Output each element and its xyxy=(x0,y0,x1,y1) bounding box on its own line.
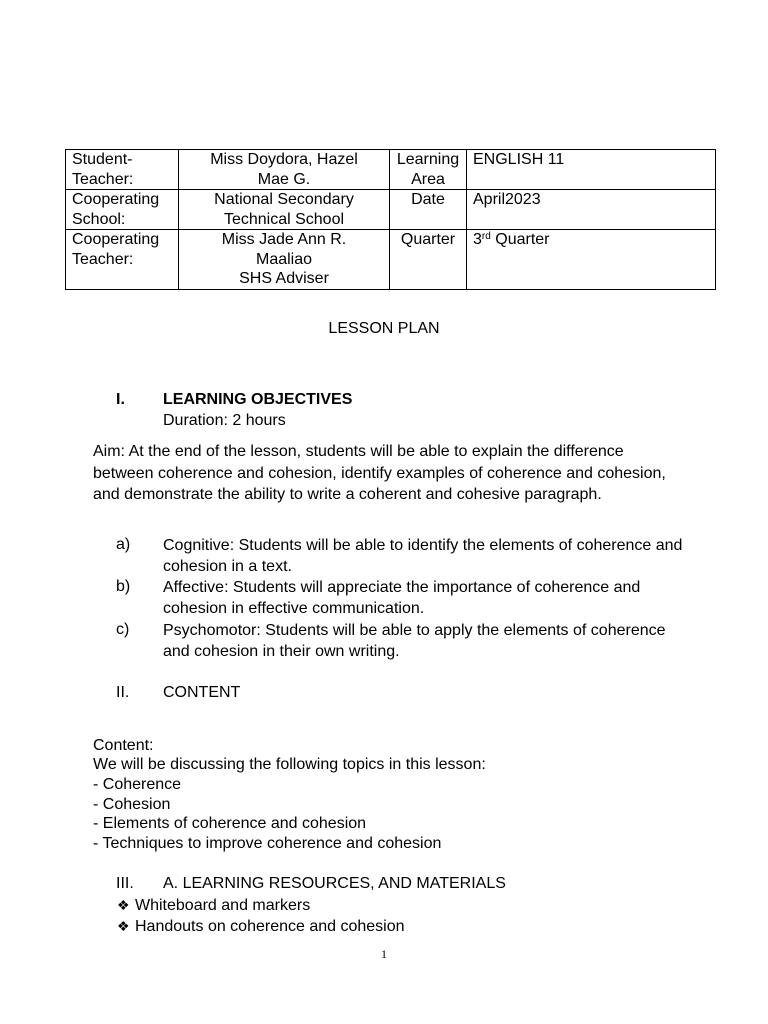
quarter-label: Quarter xyxy=(390,230,467,290)
table-row xyxy=(66,150,716,190)
list-item: ❖ Handouts on coherence and cohesion xyxy=(117,918,405,935)
diamond-bullet-icon: ❖ xyxy=(117,918,130,934)
lesson-info-table xyxy=(65,149,716,290)
student-teacher-label: Student- Teacher: xyxy=(66,150,179,190)
lesson-plan-title: LESSON PLAN xyxy=(328,320,440,337)
date-value: April2023 xyxy=(467,190,716,230)
learning-area-label: Learning Area xyxy=(390,150,467,190)
section-2-numeral: II. xyxy=(116,684,130,701)
student-teacher-value: Miss Doydora, Hazel Mae G. xyxy=(179,150,390,190)
objective-b-letter: b) xyxy=(116,578,131,595)
cooperating-school-label: Cooperating School: xyxy=(66,190,179,230)
table-row xyxy=(66,230,716,290)
diamond-bullet-icon: ❖ xyxy=(117,897,130,913)
content-label: Content: xyxy=(93,737,154,754)
objective-a-text: Cognitive: Students will be able to identify the elements of coherence and cohesion in a text. xyxy=(163,537,683,575)
objective-b-text: Affective: Students will appreciate the importance of coherence and cohesion in effective communication. xyxy=(163,579,641,617)
page-number: 1 xyxy=(381,947,387,961)
list-item: ❖ Whiteboard and markers xyxy=(117,897,311,914)
list-item: - Cohesion xyxy=(93,796,171,813)
section-1-heading: LEARNING OBJECTIVES xyxy=(163,391,353,408)
aim-paragraph: Aim: At the end of the lesson, students will be able to explain the difference between coherence and cohesion, identify examples of coherence and cohesion, and demonstrate the ability to write a coherent and cohesive paragraph. xyxy=(93,443,666,503)
content-intro: We will be discussing the following topics in this lesson: xyxy=(93,756,486,773)
section-3-heading: A. LEARNING RESOURCES, AND MATERIALS xyxy=(163,875,506,892)
date-label: Date xyxy=(390,190,467,230)
cooperating-teacher-value: Miss Jade Ann R. Maaliao SHS Adviser xyxy=(179,230,390,290)
objective-c-text: Psychomotor: Students will be able to apply the elements of coherence and cohesion in their own writing. xyxy=(163,622,666,660)
section-1-numeral: I. xyxy=(116,391,125,408)
quarter-value: 3rd Quarter xyxy=(467,230,716,290)
section-2-heading: CONTENT xyxy=(163,684,241,701)
list-item: - Techniques to improve coherence and cohesion xyxy=(93,835,442,852)
table-row xyxy=(66,190,716,230)
objective-a-letter: a) xyxy=(116,536,131,553)
list-item: - Elements of coherence and cohesion xyxy=(93,815,367,832)
list-item: - Coherence xyxy=(93,776,182,793)
objective-c-letter: c) xyxy=(116,621,130,638)
cooperating-school-value: National Secondary Technical School xyxy=(179,190,390,230)
learning-area-value: ENGLISH 11 xyxy=(467,150,716,190)
section-3-numeral: III. xyxy=(116,875,134,892)
duration-text: Duration: 2 hours xyxy=(163,412,286,429)
cooperating-teacher-label: Cooperating Teacher: xyxy=(66,230,179,290)
